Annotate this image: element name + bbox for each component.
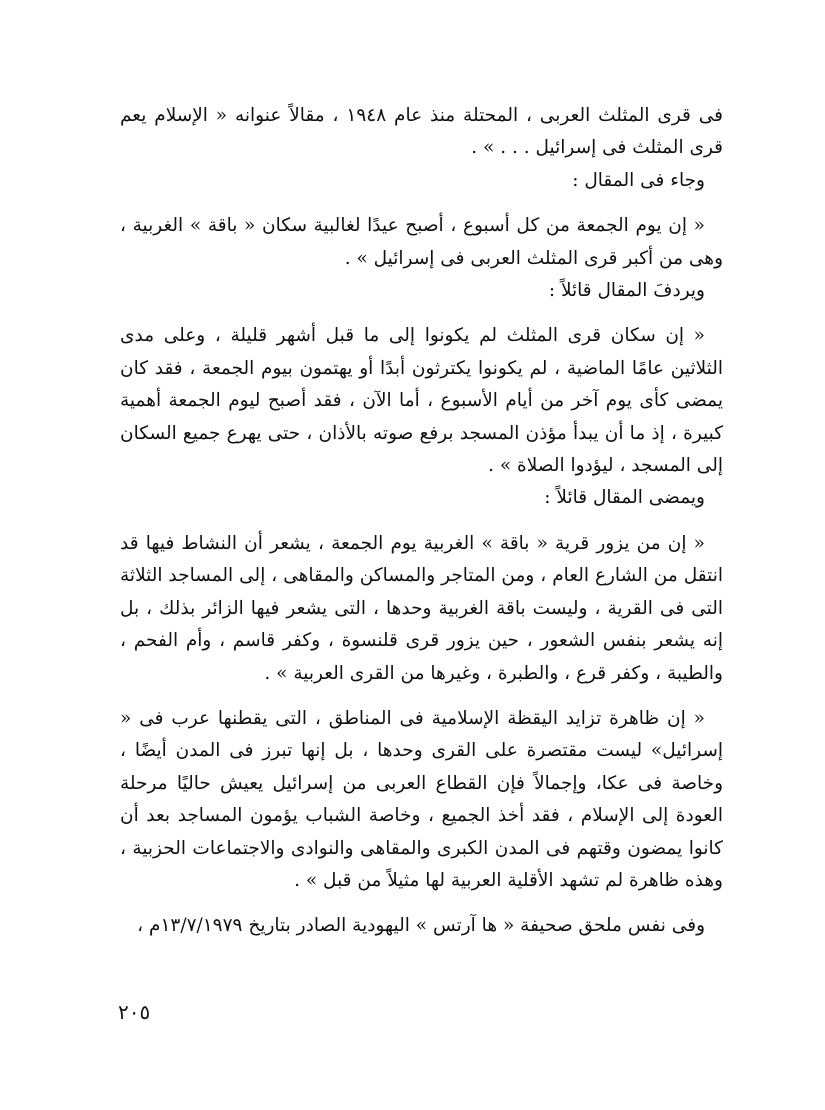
page-body <box>120 100 723 943</box>
paragraph-quote-residents: « إن سكان قرى المثلث لم يكونوا إلى ما قبل أشهر قليلة ، وعلى مدى الثلاثين عامًا الماضية ، لم يكونوا يكترثون أبدًا أو يهتمون بيوم الجمعة ، فقد كان يمضى كأى يوم آخر من أيام الأسبوع ، أما الآن ، فقد أصبح ليوم الجمعة أهمية كبيرة ، إذ ما أن يبدأ مؤذن المسجد برفع صوته بالأذان ، حتى يهرع جميع السكان إلى المسجد ، ليؤدوا الصلاة » . <box>120 325 723 477</box>
paragraph-intro-goes-on: ويمضى المقال قائلاً : <box>544 487 705 509</box>
paragraph-intro-continues: ويردفَ المقال قائلاً : <box>548 280 705 302</box>
paragraph-quote-villages: « إن من يزور قرية « باقة » الغربية يوم الجمعة ، يشعر أن النشاط فيها قد انتقل من الشارع العام ، ومن المتاجر والمساكن والمقاهى ، إلى المساجد الثلاثة التى فى القرية ، وليست باقة الغربية وحدها ، التى يشعر فيها الزائر بذلك ، بل إنه يشعر بنفس الشعور ، حين يزور قرى قلنسوة ، وكفر قاسم ، وأم الفحم ، والطيبة ، وكفر قرع ، والطبرة ، وغيرها من القرى العربية » . <box>120 532 723 684</box>
paragraph-quote-friday: « إن يوم الجمعة من كل أسبوع ، أصبح عيدًا لغالبية سكان « باقة » الغربية ، وهى من أكبر قرى المثلث العربى فى إسرائيل » . <box>120 215 723 269</box>
page-number: ٢٠٥ <box>118 1000 151 1024</box>
paragraph-intro-quote: وجاء فى المقال : <box>572 169 705 191</box>
paragraph-continuation: فى قرى المثلث العربى ، المحتلة منذ عام ١٩٤٨ ، مقالاً عنوانه « الإسلام يعم قرى المثلث فى إسرائيل . . . » . <box>120 105 724 159</box>
paragraph-quote-awakening: « إن ظاهرة تزايد اليقظة الإسلامية فى المناطق ، التى يقطنها عرب فى « إسرائيل» ليست مقتصرة على القرى وحدها ، بل إنها تبرز فى المدن أيضًا ، وخاصة فى عكا، وإجمالاً فإن القطاع العربى من إسرائيل يعيش حاليًا مرحلة العودة إلى الإسلام ، فقد أخذ الجميع ، وخاصة الشباب يؤمون المساجد بعد أن كانوا يمضون وقتهم فى المدن الكبرى والمقاهى والنوادى والاجتماعات الحزبية ، وهذه ظاهرة لم تشهد الأقلية العربية لها مثيلاً من قبل » . <box>120 707 723 891</box>
paragraph-haaretz: وفى نفس ملحق صحيفة « ها آرتس » اليهودية الصادر بتاريخ ١٣/٧/١٩٧٩م ، <box>137 915 705 937</box>
